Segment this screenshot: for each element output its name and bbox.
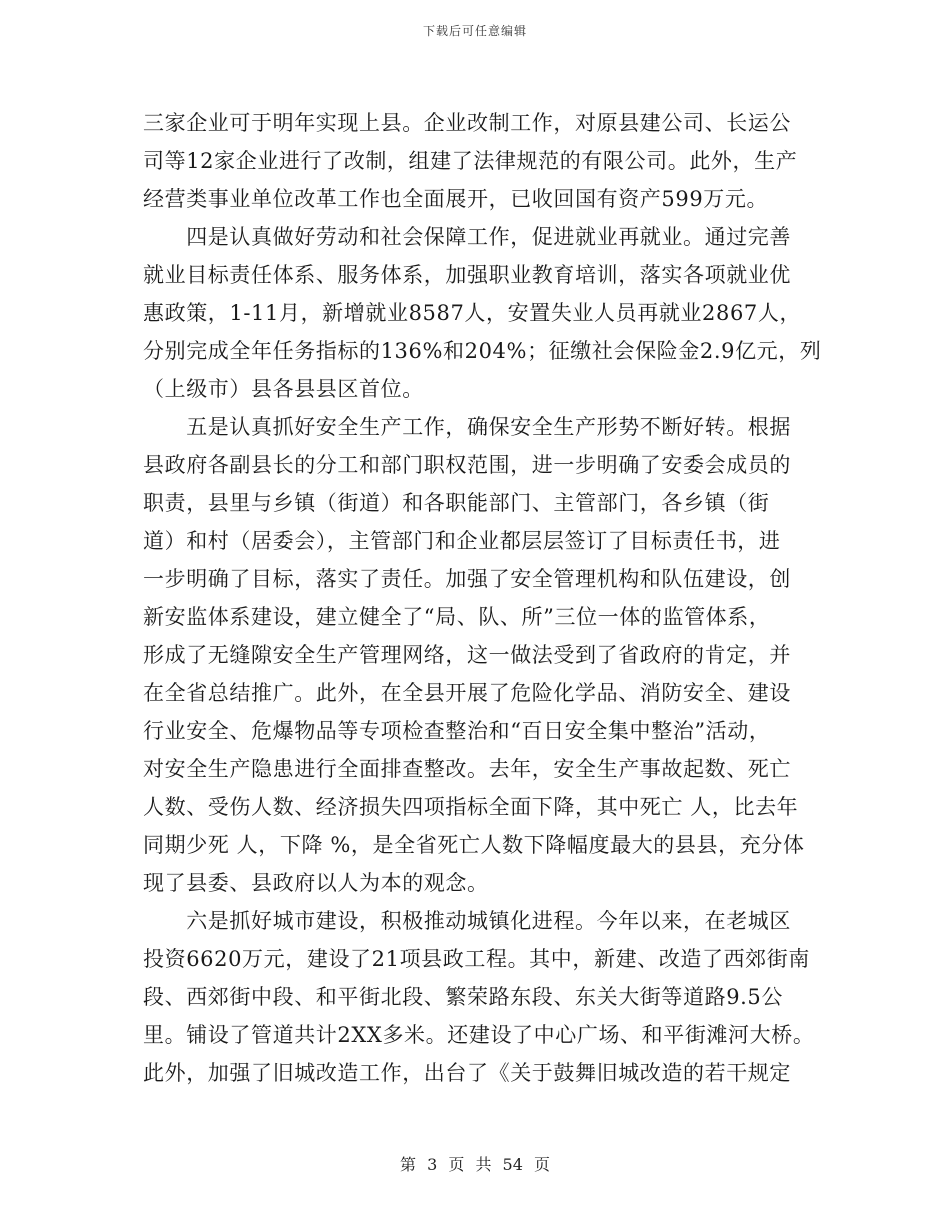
text-line: 人数、受伤人数、经济损失四项指标全面下降，其中死亡 人，比去年 bbox=[143, 795, 799, 819]
page-footer: 第 3 页 共 54 页 bbox=[400, 1155, 550, 1174]
text-line: 司等12家企业进行了改制，组建了法律规范的有限公司。此外，生产 bbox=[143, 149, 798, 173]
text-line: 行业安全、危爆物品等专项检查整治和“百日安全集中整治”活动， bbox=[143, 719, 771, 743]
text-line: （上级市）县各县县区首位。 bbox=[143, 377, 424, 401]
text-line: 四是认真做好劳动和社会保障工作，促进就业再就业。通过完善 bbox=[143, 225, 791, 249]
text-line: 六是抓好城市建设，积极推动城镇化进程。今年以来，在老城区 bbox=[143, 909, 791, 933]
text-line: 同期少死 人，下降 %，是全省死亡人数下降幅度最大的县县，充分体 bbox=[143, 833, 805, 857]
text-line: 形成了无缝隙安全生产管理网络，这一做法受到了省政府的肯定，并 bbox=[143, 643, 791, 667]
text-line: 段、西郊街中段、和平街北段、繁荣路东段、东关大街等道路9.5公 bbox=[143, 985, 783, 1009]
page-header: 下载后可任意编辑 bbox=[422, 24, 527, 38]
text-line: 道）和村（居委会），主管部门和企业都层层签订了目标责任书，进 bbox=[143, 529, 781, 553]
text-line: 对安全生产隐患进行全面排查整改。去年，安全生产事故起数、死亡 bbox=[143, 757, 791, 781]
text-line: 分别完成全年任务指标的136%和204%；征缴社会保险金2.9亿元，列 bbox=[143, 339, 822, 363]
text-line: 就业目标责任体系、服务体系，加强职业教育培训，落实各项就业优 bbox=[143, 263, 791, 287]
text-line: 一步明确了目标，落实了责任。加强了安全管理机构和队伍建设，创 bbox=[143, 567, 791, 591]
text-line: 现了县委、县政府以人为本的观念。 bbox=[143, 871, 489, 895]
text-line: 经营类事业单位改革工作也全面展开，已收回国有资产599万元。 bbox=[143, 187, 769, 211]
text-line: 里。铺设了管道共计2XX多米。还建设了中心广场、和平街滩河大桥。 bbox=[143, 1023, 815, 1047]
text-line: 在全省总结推广。此外，在全县开展了危险化学品、消防安全、建设 bbox=[143, 681, 791, 705]
text-line: 三家企业可于明年实现上县。企业改制工作，对原县建公司、长运公 bbox=[143, 111, 791, 135]
text-line: 新安监体系建设，建立健全了“局、队、所”三位一体的监管体系， bbox=[143, 605, 771, 629]
text-line: 职责，县里与乡镇（街道）和各职能部门、主管部门，各乡镇（街 bbox=[143, 491, 770, 515]
text-line: 此外，加强了旧城改造工作，出台了《关于鼓舞旧城改造的若干规定 bbox=[143, 1061, 791, 1085]
text-line: 惠政策，1-11月，新增就业8587人，安置失业人员再就业2867人， bbox=[143, 301, 802, 325]
document-body bbox=[143, 104, 822, 1092]
text-line: 五是认真抓好安全生产工作，确保安全生产形势不断好转。根据 bbox=[143, 415, 791, 439]
text-line: 县政府各副县长的分工和部门职权范围，进一步明确了安委会成员的 bbox=[143, 453, 791, 477]
text-line: 投资6620万元，建设了21项县政工程。其中，新建、改造了西郊街南 bbox=[143, 947, 810, 971]
